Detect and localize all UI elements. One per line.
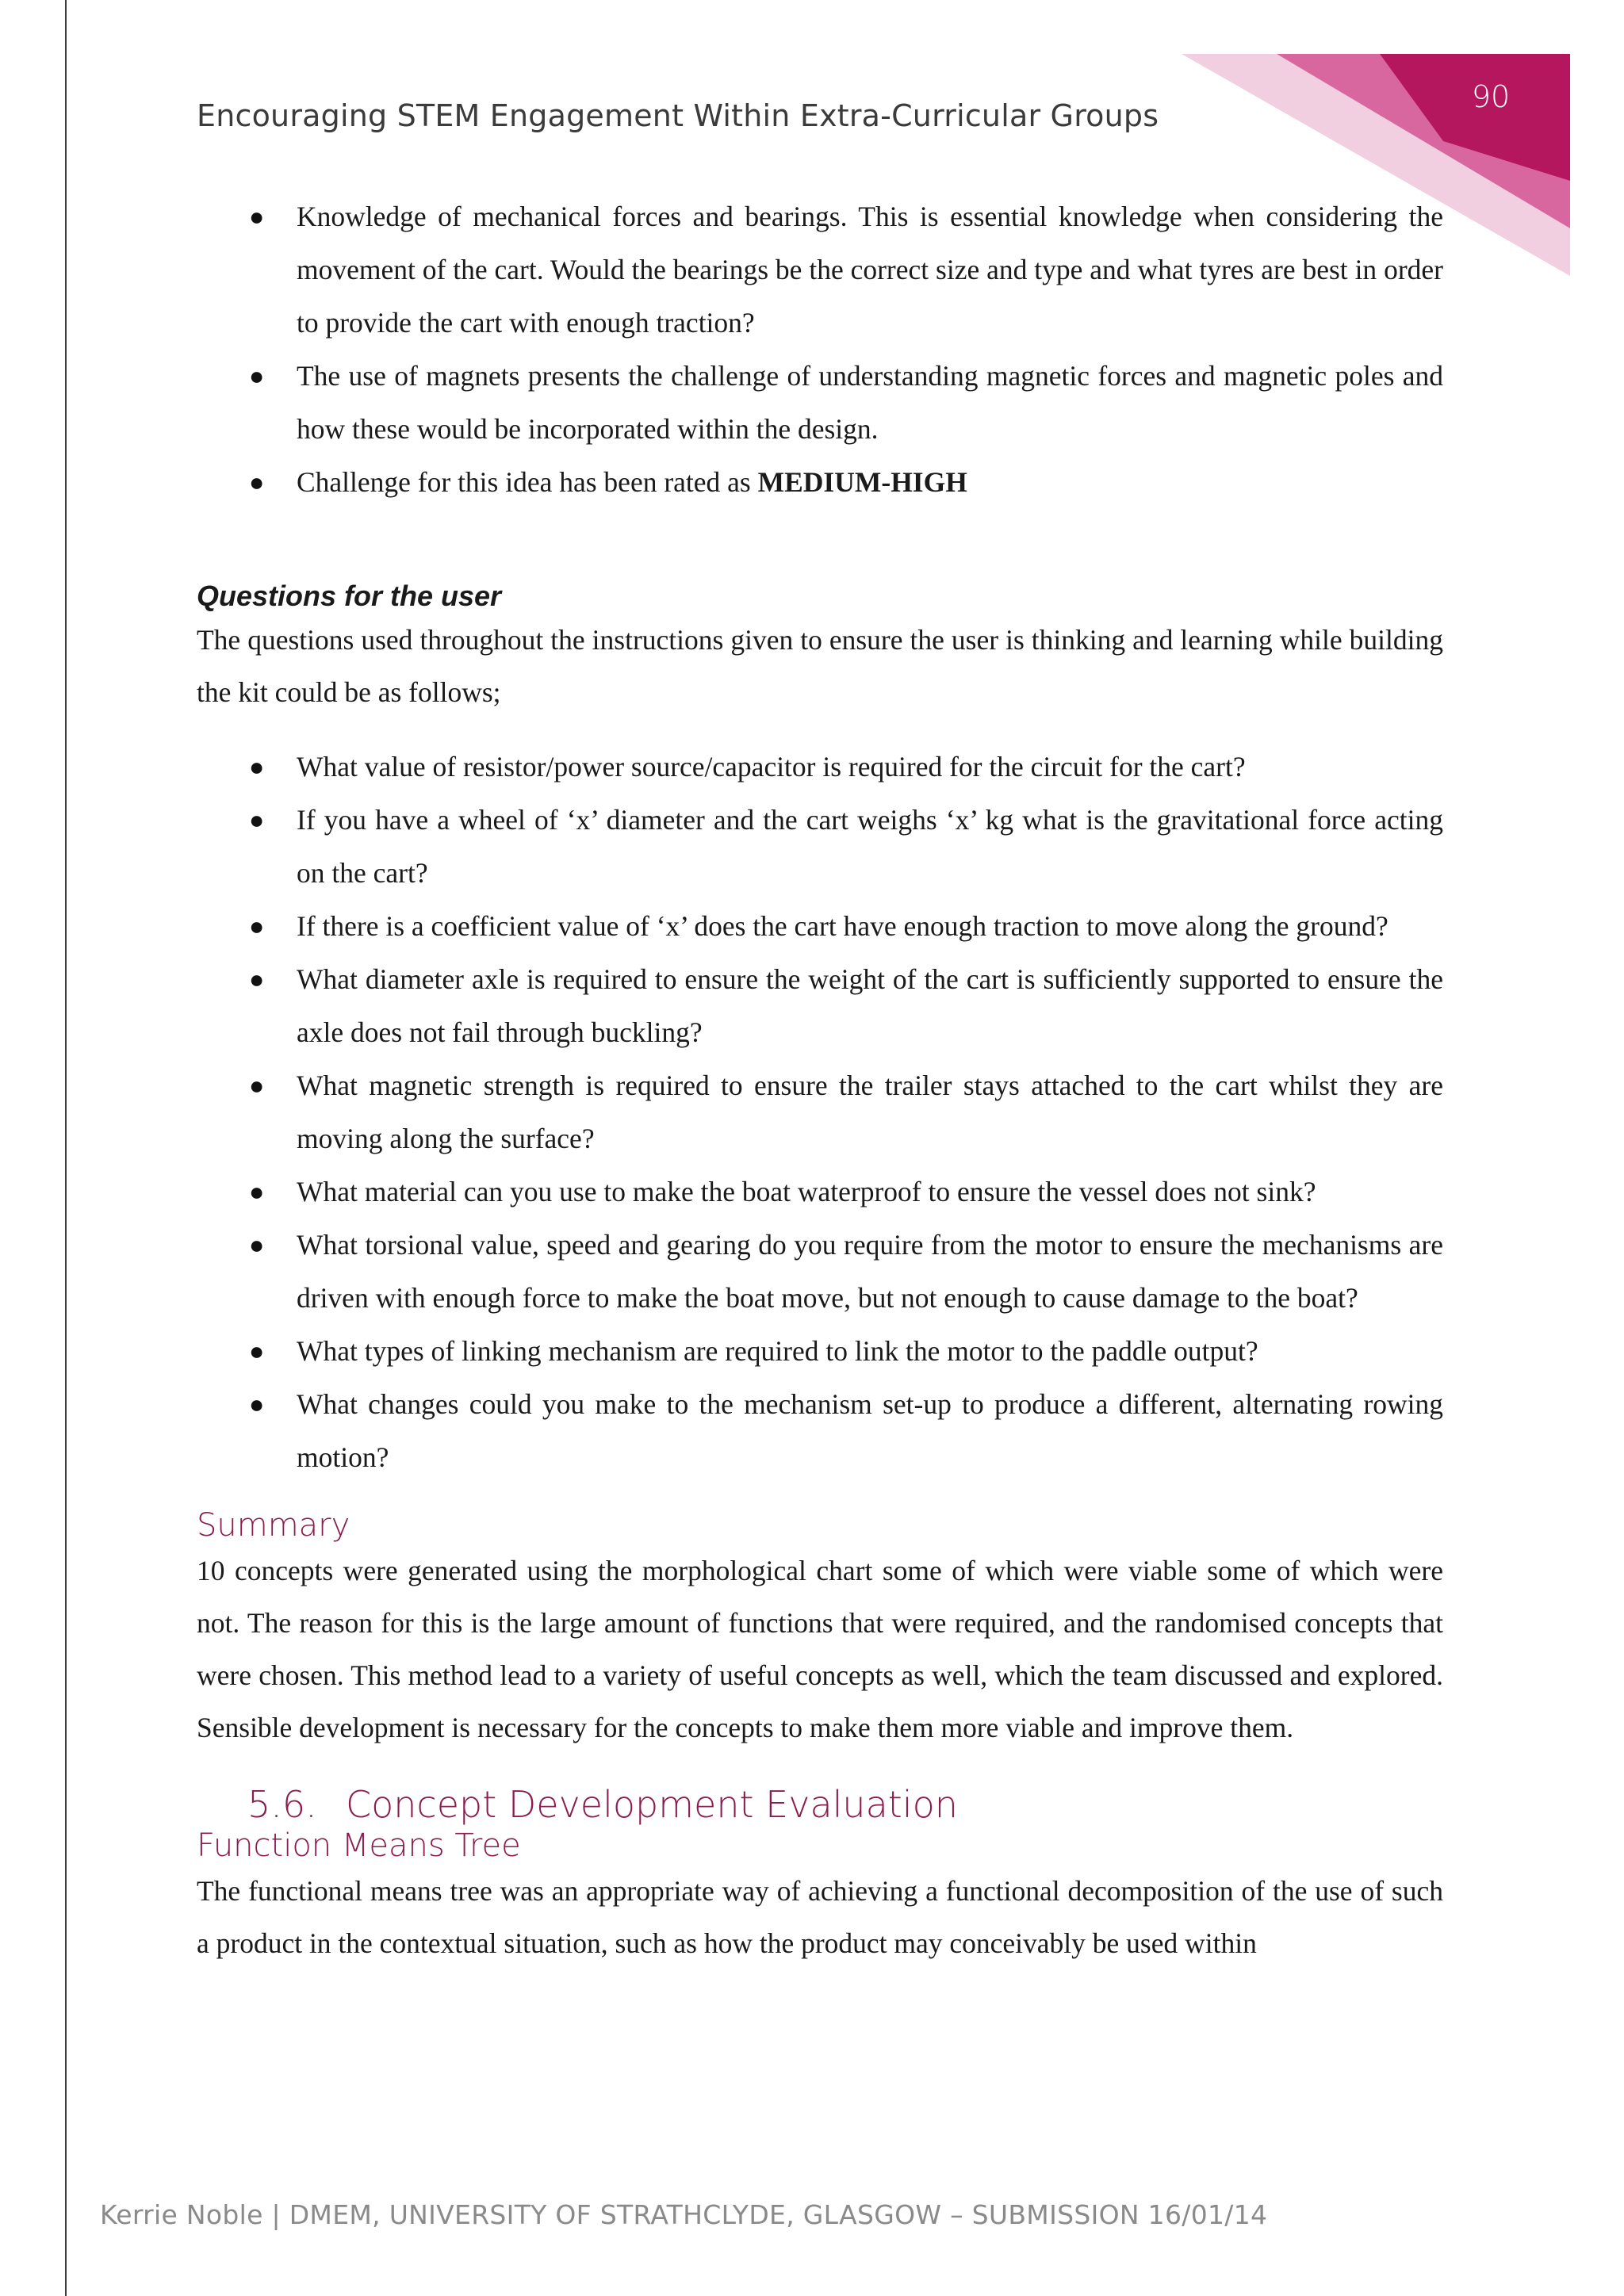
bullet-icon: ● — [249, 1177, 265, 1206]
list-item-text: What changes could you make to the mechanism set-up to produce a different, alternating rowing motion? — [297, 1388, 1443, 1473]
bullet-icon: ● — [249, 468, 265, 496]
list-item-text: What torsional value, speed and gearing do you require from the motor to ensure the mechanisms are driven with enough force to make the boat move, but not enough to cause damage to the boat? — [297, 1229, 1443, 1314]
list-item — [197, 456, 1443, 509]
bullet-icon: ● — [249, 1230, 265, 1259]
list-item — [197, 794, 1443, 900]
list-item-text: What material can you use to make the boat waterproof to ensure the vessel does not sink? — [297, 1176, 1316, 1207]
list-item — [197, 1165, 1443, 1219]
bullet-icon: ● — [249, 752, 265, 781]
summary-text: 10 concepts were generated using the morphological chart some of which were viable some of which were not. The reason for this is the large amount of functions that were required, and the randomised concepts that were chosen. This method lead to a variety of useful concepts as well, which the team discussed and explored. Sensible development is necessary for the concepts to make them more viable and improve them. — [197, 1555, 1443, 1743]
function-means-tree-heading: Function Means Tree — [197, 1827, 521, 1864]
function-means-tree-text: The functional means tree was an appropriate way of achieving a functional decomposition of the use of such a product in the contextual situation, such as how the product may conceivably be used within — [197, 1875, 1443, 1959]
list-item-text: If you have a wheel of ‘x’ diameter and the cart weighs ‘x’ kg what is the gravitational force acting on the cart? — [297, 804, 1443, 889]
bullet-icon: ● — [249, 1071, 265, 1100]
list-item — [197, 190, 1443, 350]
questions-intro: The questions used throughout the instructions given to ensure the user is thinking and learning while building the kit could be as follows; — [197, 624, 1443, 708]
list-item — [197, 1059, 1443, 1165]
bullet-icon: ● — [249, 362, 265, 390]
bullet-icon: ● — [249, 912, 265, 940]
page-number: 90 — [1471, 79, 1511, 114]
list-item-text: The use of magnets presents the challenge of understanding magnetic forces and magnetic poles and how these would be incorporated within the design. — [297, 360, 1443, 445]
questions-heading: Questions for the user — [197, 580, 502, 612]
list-item-text: What types of linking mechanism are required to link the motor to the paddle output? — [297, 1335, 1258, 1367]
summary-heading: Summary — [197, 1507, 350, 1544]
section-title: Concept Development Evaluation — [346, 1783, 958, 1826]
list-item-text: What magnetic strength is required to ensure the trailer stays attached to the cart whilst they are moving along the surface? — [297, 1070, 1443, 1154]
section-heading — [197, 1782, 1443, 1827]
bullet-icon: ● — [249, 806, 265, 834]
top-bullet-list — [197, 190, 1443, 509]
bullet-icon: ● — [249, 1390, 265, 1418]
page-content — [197, 190, 1443, 1969]
list-item — [197, 1378, 1443, 1484]
running-header: Encouraging STEM Engagement Within Extra-Curricular Groups — [197, 98, 1159, 133]
bullet-icon: ● — [249, 202, 265, 231]
list-item-text: If there is a coefficient value of ‘x’ does the cart have enough traction to move along the ground? — [297, 910, 1388, 942]
challenge-text: Challenge for this idea has been rated as — [297, 466, 758, 498]
list-item — [197, 1325, 1443, 1378]
list-item — [197, 900, 1443, 953]
challenge-rating: MEDIUM-HIGH — [757, 466, 967, 498]
left-margin-rule — [65, 0, 67, 2296]
list-item — [197, 740, 1443, 794]
bullet-icon: ● — [249, 965, 265, 993]
list-item-text: Knowledge of mechanical forces and bearings. This is essential knowledge when considering the movement of the cart. Would the bearings be the correct size and type and what tyres are best in order to provide the cart with enough traction? — [297, 201, 1443, 339]
list-item — [197, 953, 1443, 1059]
list-item-text: What value of resistor/power source/capacitor is required for the circuit for the cart? — [297, 751, 1246, 783]
list-item-text: What diameter axle is required to ensure the weight of the cart is sufficiently supported to ensure the axle does not fail through buckling? — [297, 963, 1443, 1048]
list-item — [197, 1219, 1443, 1325]
bullet-icon: ● — [249, 1337, 265, 1365]
page-footer: Kerrie Noble | DMEM, UNIVERSITY OF STRATHCLYDE, GLASGOW – SUBMISSION 16/01/14 — [100, 2199, 1268, 2230]
section-number: 5.6. — [247, 1783, 317, 1826]
list-item — [197, 350, 1443, 456]
questions-list — [197, 740, 1443, 1484]
